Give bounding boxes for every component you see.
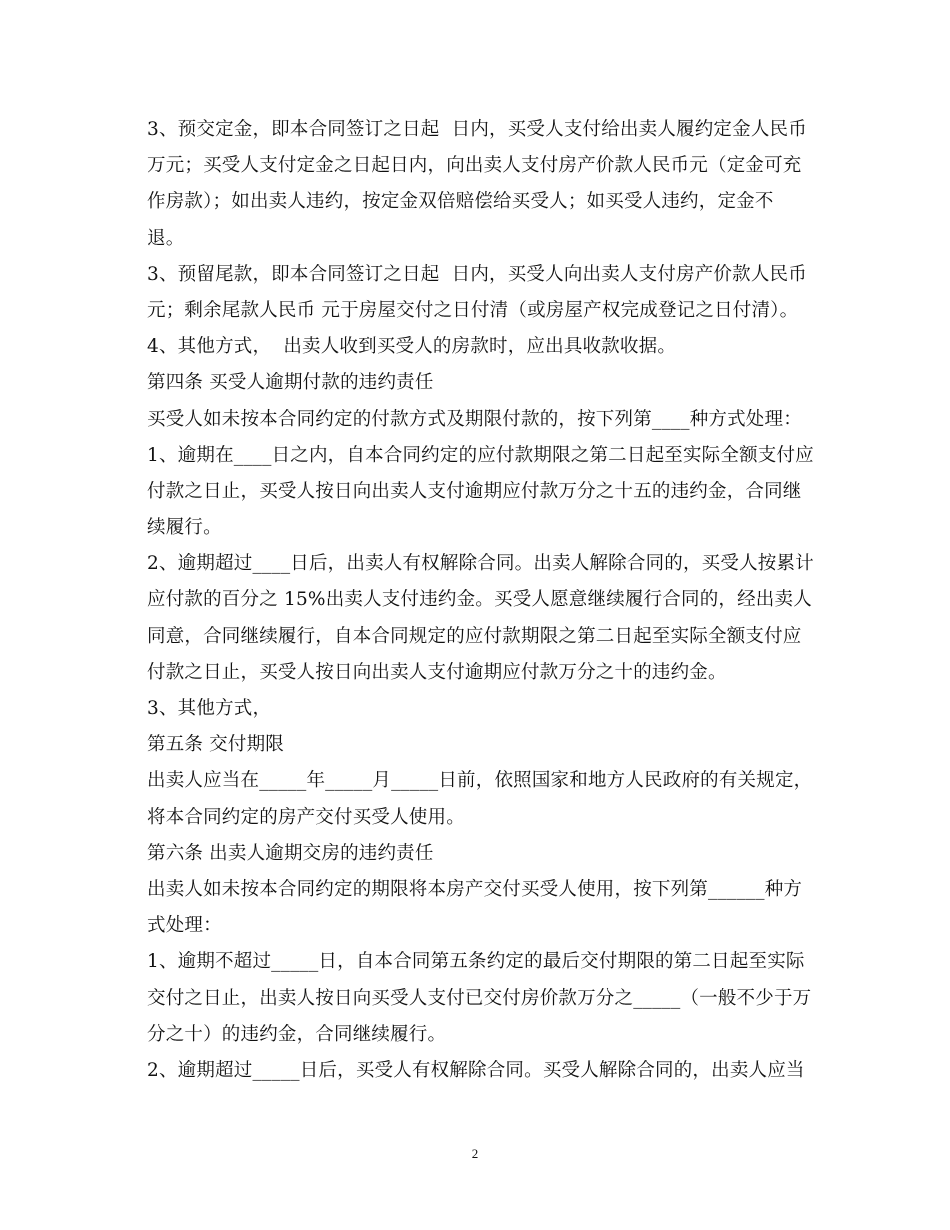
text-line: 付款之日止，买受人按日向出卖人支付逾期应付款万分之十五的违约金，合同继 — [147, 480, 802, 502]
text-line: 1、逾期不超过_____日，自本合同第五条约定的最后交付期限的第二日起至实际 — [147, 951, 805, 973]
section-heading: 第六条 出卖人逾期交房的违约责任 — [147, 842, 434, 864]
text-line: 同意，合同继续履行，自本合同规定的应付款期限之第二日起至实际全额支付应 — [147, 625, 802, 647]
text-line: 续履行。 — [147, 517, 222, 539]
text-line: 应付款的百分之 15%出卖人支付违约金。买受人愿意继续履行合同的，经出卖人 — [147, 589, 812, 611]
text-line: 将本合同约定的房产交付买受人使用。 — [147, 806, 465, 828]
text-line: 2、逾期超过____日后，出卖人有权解除合同。出卖人解除合同的，买受人按累计 — [147, 553, 814, 575]
text-line: 分之十）的违约金，合同继续履行。 — [147, 1023, 447, 1045]
text-line: 1、逾期在____日之内，自本合同约定的应付款期限之第二日起至实际全额支付应 — [147, 444, 814, 466]
text-line: 出卖人应当在_____年_____月_____日前，依照国家和地方人民政府的有关规定， — [147, 770, 813, 792]
text-line: 式处理： — [147, 915, 222, 937]
page-number: 2 — [471, 1146, 479, 1161]
text-line: 退。 — [147, 227, 185, 249]
document-body — [147, 112, 827, 1089]
text-line: 交付之日止，出卖人按日向买受人支付已交付房价款万分之_____（一般不少于万 — [147, 987, 812, 1009]
section-heading: 第五条 交付期限 — [147, 734, 284, 756]
text-line: 2、逾期超过_____日后，买受人有权解除合同。买受人解除合同的，出卖人应当 — [147, 1059, 805, 1081]
section-heading: 第四条 买受人逾期付款的违约责任 — [147, 372, 434, 394]
text-line: 3、预交定金，即本合同签订之日起 日内，买受人支付给出卖人履约定金人民币 — [147, 119, 807, 140]
text-line: 4、其他方式， 出卖人收到买受人的房款时，应出具收款收据。 — [147, 336, 677, 358]
text-line: 付款之日止，买受人按日向出卖人支付逾期应付款万分之十的违约金。 — [147, 661, 727, 683]
text-line: 出卖人如未按本合同约定的期限将本房产交付买受人使用，按下列第______种方 — [147, 878, 803, 900]
text-line: 万元；买受人支付定金之日起日内，向出卖人支付房产价款人民币元（定金可充 — [147, 155, 802, 177]
text-line: 作房款）；如出卖人违约，按定金双倍赔偿给买受人；如买受人违约，定金不 — [147, 191, 774, 213]
text-line: 3、其他方式， — [147, 698, 272, 719]
text-line: 3、预留尾款，即本合同签订之日起 日内，买受人向出卖人支付房产价款人民币 — [147, 263, 807, 285]
text-line: 买受人如未按本合同约定的付款方式及期限付款的，按下列第____种方式处理： — [147, 408, 802, 430]
text-line: 元；剩余尾款人民币 元于房屋交付之日付清（或房屋产权完成登记之日付清）。 — [147, 299, 799, 321]
